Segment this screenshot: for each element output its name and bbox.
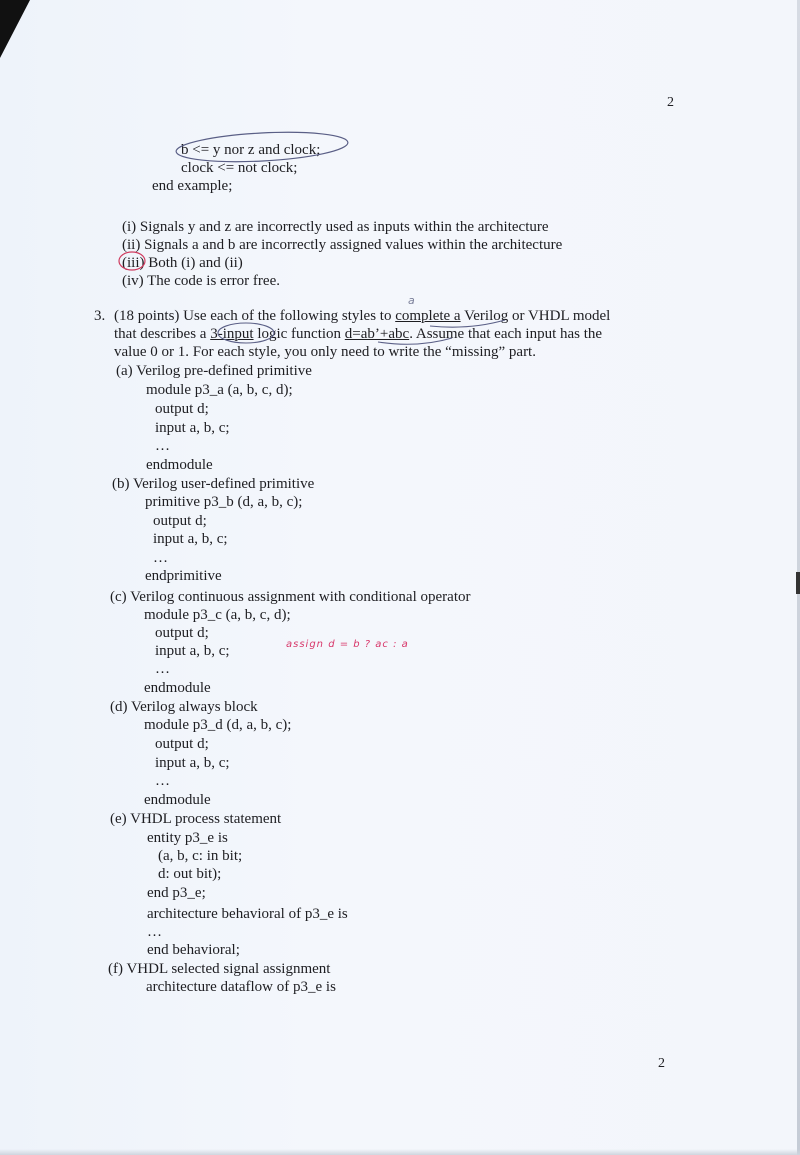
part-d-title: (d) Verilog always block (110, 699, 258, 715)
question-3-complete-a: complete a (395, 308, 461, 324)
part-e-code-3: d: out bit); (158, 866, 222, 882)
question-3-line-3: value 0 or 1. For each style, you only need to write the “missing” part. (114, 344, 536, 360)
part-d-code-4: … (155, 773, 170, 789)
part-f-title: (f) VHDL selected signal assignment (108, 961, 331, 977)
part-b-title: (b) Verilog user-defined primitive (112, 476, 315, 492)
scan-corner-shadow (0, 0, 30, 58)
question-3-expression: d=ab’+abc (344, 326, 410, 342)
part-a-code-2: output d; (155, 401, 209, 417)
question-3-circled-3-input: 3-input (210, 326, 254, 342)
part-e-code-1: entity p3_e is (147, 830, 228, 846)
part-a-code-1: module p3_a (a, b, c, d); (146, 382, 293, 398)
option-ii: (ii) Signals a and b are incorrectly assigned values within the architecture (122, 237, 563, 253)
page-bottom-edge (0, 1149, 800, 1155)
page-number-top: 2 (667, 95, 674, 110)
option-iv: (iv) The code is error free. (122, 273, 280, 289)
part-e-code-7: end behavioral; (147, 942, 240, 958)
question-3-line-2-pre: that describes a (114, 326, 207, 342)
part-a-code-3: input a, b, c; (155, 420, 230, 436)
part-c-code-3: input a, b, c; (155, 643, 230, 659)
part-b-code-4: … (153, 550, 168, 566)
part-a-code-4: … (155, 438, 170, 454)
part-c-code-1: module p3_c (a, b, c, d); (144, 607, 291, 623)
part-e-code-6: … (147, 924, 162, 940)
code-tail-line-3: end example; (152, 178, 233, 194)
part-c-title: (c) Verilog continuous assignment with conditional operator (110, 589, 471, 605)
part-b-code-5: endprimitive (145, 568, 222, 584)
part-b-code-1: primitive p3_b (d, a, b, c); (145, 494, 303, 510)
part-e-code-4: end p3_e; (147, 885, 206, 901)
handwritten-a-above: a (408, 294, 416, 307)
question-3-line-2-post: . Assume that each input has the (409, 326, 603, 342)
question-3-line-2 (114, 325, 602, 343)
option-iii: (iii) Both (i) and (ii) (122, 255, 243, 271)
part-c-code-4: … (155, 661, 170, 677)
part-e-title: (e) VHDL process statement (110, 811, 282, 827)
question-3-line-2-mid: logic function (257, 326, 342, 342)
part-d-code-2: output d; (155, 736, 209, 752)
part-d-code-5: endmodule (144, 792, 211, 808)
part-c-code-5: endmodule (144, 680, 211, 696)
code-tail-line-2: clock <= not clock; (181, 160, 298, 176)
part-f-code-1: architecture dataflow of p3_e is (146, 979, 336, 995)
part-e-code-2: (a, b, c: in bit; (158, 848, 243, 864)
code-tail-line-1: b <= y nor z and clock; (181, 142, 321, 158)
question-3-line-1 (114, 307, 674, 325)
page-number-bottom: 2 (658, 1056, 665, 1071)
part-c-code-2: output d; (155, 625, 209, 641)
part-b-code-3: input a, b, c; (153, 531, 228, 547)
question-3-line-1-pre: (18 points) Use each of the following styles to (114, 308, 392, 324)
part-a-code-5: endmodule (146, 457, 213, 473)
part-a-title: (a) Verilog pre-defined primitive (116, 363, 312, 379)
part-d-code-3: input a, b, c; (155, 755, 230, 771)
question-3-line-1-post: Verilog or VHDL model (464, 308, 611, 324)
option-i: (i) Signals y and z are incorrectly used as inputs within the architecture (122, 219, 549, 235)
page-edge-mark (796, 572, 800, 594)
handwritten-answer-c: assign d = b ? ac : a (286, 639, 409, 650)
part-b-code-2: output d; (153, 513, 207, 529)
part-d-code-1: module p3_d (d, a, b, c); (144, 717, 292, 733)
part-e-code-5: architecture behavioral of p3_e is (147, 906, 348, 922)
question-3-number: 3. (94, 308, 106, 324)
